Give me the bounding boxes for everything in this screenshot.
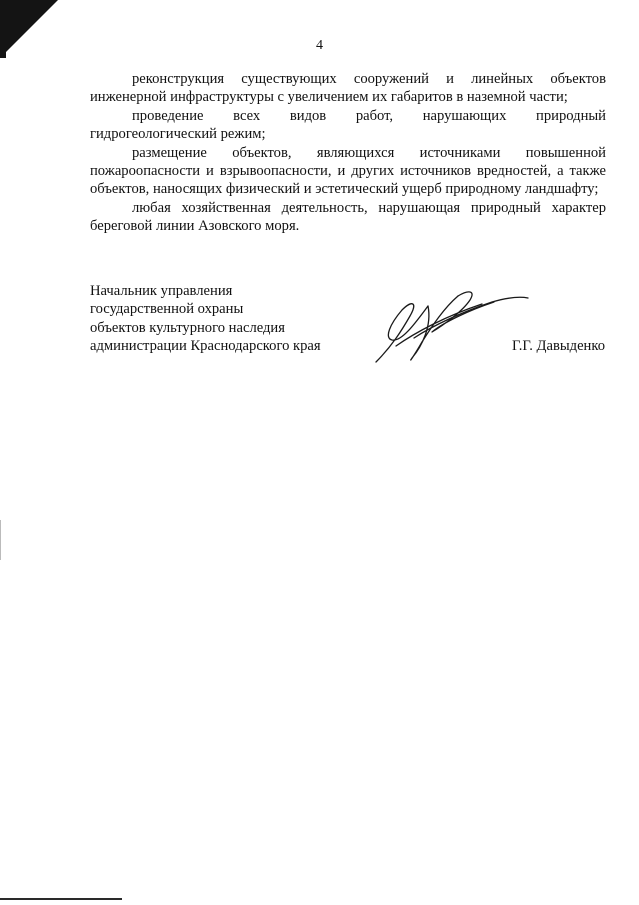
signatory-name: Г.Г. Давыденко xyxy=(511,338,605,354)
handwritten-signature xyxy=(372,286,532,366)
footer-rule xyxy=(0,898,122,900)
position-line: объектов культурного наследия xyxy=(90,319,285,336)
signatory-position xyxy=(90,282,321,356)
position-line: Начальник управления xyxy=(90,283,233,299)
position-line: администрации Краснодарского края xyxy=(90,338,321,355)
page-number: 4 xyxy=(316,38,323,53)
paragraph-reconstruction: реконструкция существующих сооружений и линейных объектов инженерной инфраструктуры с увеличением их габаритов в наземной части; xyxy=(90,71,606,106)
paragraph-works: проведение всех видов работ, нарушающих природный гидрогеологический режим; xyxy=(90,107,606,143)
scan-margin-artifact xyxy=(0,520,1,560)
paragraph-placement: размещение объектов, являющихся источниками повышенной пожароопасности и взрывоопасности, и других источников вредностей, а также объектов, наносящих физический и эстетический ущерб природному ландшафту; xyxy=(90,144,606,198)
position-line: государственной охраны xyxy=(90,301,244,318)
document-body xyxy=(90,70,606,236)
paragraph-economic-activity: любая хозяйственная деятельность, нарушающая природный характер береговой линии Азовского моря. xyxy=(90,199,606,235)
